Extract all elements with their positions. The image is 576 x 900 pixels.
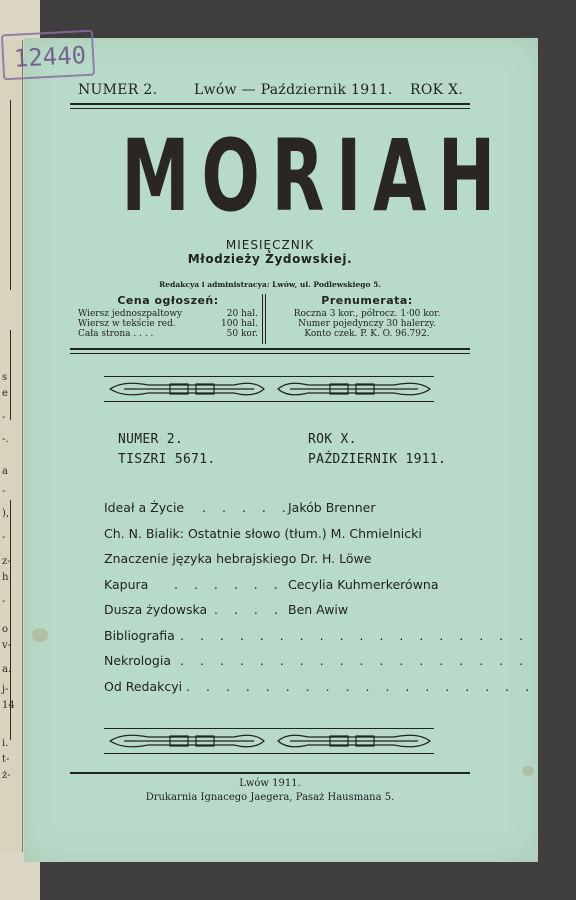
toc-leader-dots: . . . . . . . . . . . . . . . . . . <box>180 627 530 643</box>
toc-title: Dusza żydowska <box>104 602 208 617</box>
issue-year: ROK X. <box>308 432 357 447</box>
toc-leader-dots: . . . . . . . . <box>174 576 324 592</box>
strip-rule <box>10 330 11 420</box>
footer-printer: Drukarnia Ignacego Jaegera, Pasaż Hausmana 5. <box>145 792 395 803</box>
adjacent-page-text: - <box>2 596 6 607</box>
adjacent-page-text: h <box>2 572 9 583</box>
adjacent-page-text: a <box>2 466 8 477</box>
toc-leader-dots: . . . . <box>214 602 284 617</box>
strip-rule <box>10 100 11 290</box>
toc-entry <box>104 653 530 673</box>
advert-price-value: 50 kor. <box>226 329 258 339</box>
toc-title: Kapura <box>104 576 149 592</box>
adjacent-page-text: t- <box>2 754 10 765</box>
adjacent-page-text: o <box>2 624 9 635</box>
masthead-subtitle-2: Młodzieży Żydowskiej. <box>187 252 353 266</box>
adjacent-page-text: a. <box>2 664 12 675</box>
toc-leader-dots: . . . . . <box>202 500 292 515</box>
issue-month: PAŹDZIERNIK 1911. <box>308 452 447 467</box>
subscription-row: Konto czek. P. K. O. 96.792. <box>304 329 430 339</box>
subscription <box>272 294 462 339</box>
adjacent-page-text: z- <box>2 556 11 567</box>
footer-place-year: Lwów 1911. <box>239 778 301 789</box>
toc-entry <box>104 602 434 622</box>
adjacent-page-text: i. <box>2 738 9 749</box>
adjacent-page-text: v- <box>2 640 12 651</box>
toc-leader-dots: . . . . . . . . . . . . . . . . . . <box>186 678 536 694</box>
advert-price-row <box>78 319 258 329</box>
editorial-address: Redakcya i administracya: Lwów, ul. Podlewskiego 5. <box>159 280 381 289</box>
double-rule <box>70 348 470 354</box>
toc-author: Jakób Brenner <box>288 500 376 515</box>
header-place-date: Lwów — Październik 1911. <box>194 82 393 98</box>
toc-entry <box>104 627 530 648</box>
advert-price-row <box>78 329 258 339</box>
subscription-row: Roczna 3 kor., półrocz. 1·00 kor. <box>293 309 441 319</box>
ornament-band <box>104 376 434 402</box>
column-divider <box>262 294 266 344</box>
advert-price-label: Wiersz jednoszpaltowy <box>78 309 183 319</box>
adjacent-page-text: - <box>2 412 6 423</box>
toc-entry <box>104 500 434 520</box>
toc-entry <box>104 678 536 699</box>
ornament-icon <box>104 729 434 753</box>
toc-title: Nekrologia <box>104 653 171 668</box>
masthead-title: MORIAH <box>121 118 507 234</box>
toc-title: Od Redakcyi <box>104 678 183 694</box>
toc-title: Bibliografia <box>104 627 175 643</box>
advert-price-label: Wiersz w tekście red. <box>78 319 176 329</box>
ornament-band <box>104 728 434 754</box>
subscription-title: Prenumerata: <box>321 294 413 307</box>
toc-title: Ideał a Życie <box>104 500 185 515</box>
advert-prices <box>78 294 258 339</box>
toc-author: Ben Awiw <box>288 602 349 617</box>
adjacent-page-text: - <box>2 532 6 543</box>
issue-hebrew-date: TISZRI 5671. <box>118 452 216 467</box>
adjacent-page-text: e <box>2 388 8 399</box>
adjacent-page-text: 14 <box>2 700 15 711</box>
footer-rule <box>70 772 470 774</box>
toc-entry <box>104 551 434 571</box>
adjacent-page-text: s <box>2 372 8 383</box>
advert-prices-title: Cena ogłoszeń: <box>117 294 219 307</box>
ornament-icon <box>104 377 434 401</box>
adjacent-page-strip <box>0 40 23 852</box>
adjacent-page-text: ), <box>2 508 10 519</box>
adjacent-page-text: -. <box>2 434 9 445</box>
toc-author: Cecylia Kuhmerkerówna <box>288 576 439 592</box>
masthead-subtitle: MIESIĘCZNIK <box>225 238 315 252</box>
double-rule <box>70 103 470 109</box>
subscription-row: Numer pojedynczy 30 halerzy. <box>298 319 436 329</box>
toc-leader-dots: . . . . . . . . . . . . . . . . . . <box>180 653 530 668</box>
adjacent-page-text: j- <box>2 684 9 695</box>
toc-title: Znaczenie języka hebrajskiego Dr. H. Löwe <box>104 551 372 566</box>
paper-stain <box>32 628 48 642</box>
toc-entry <box>104 576 439 597</box>
paper-stain <box>522 766 534 776</box>
library-stamp: 12440 <box>1 30 95 81</box>
issue-number: NUMER 2. <box>118 432 184 447</box>
adjacent-page-text: ż- <box>2 770 11 781</box>
adjacent-page-text: - <box>2 486 6 497</box>
advert-price-value: 100 hal. <box>221 319 258 329</box>
advert-price-row <box>78 309 258 319</box>
header-rok: ROK X. <box>410 82 464 98</box>
toc-entry <box>104 526 434 546</box>
advert-price-label: Cała strona . . . . <box>78 329 154 339</box>
header-numer: NUMER 2. <box>78 82 158 98</box>
toc-title: Ch. N. Bialik: Ostatnie słowo (tłum.) M. Chmielnicki <box>104 525 422 541</box>
advert-price-value: 20 hal. <box>226 309 258 319</box>
